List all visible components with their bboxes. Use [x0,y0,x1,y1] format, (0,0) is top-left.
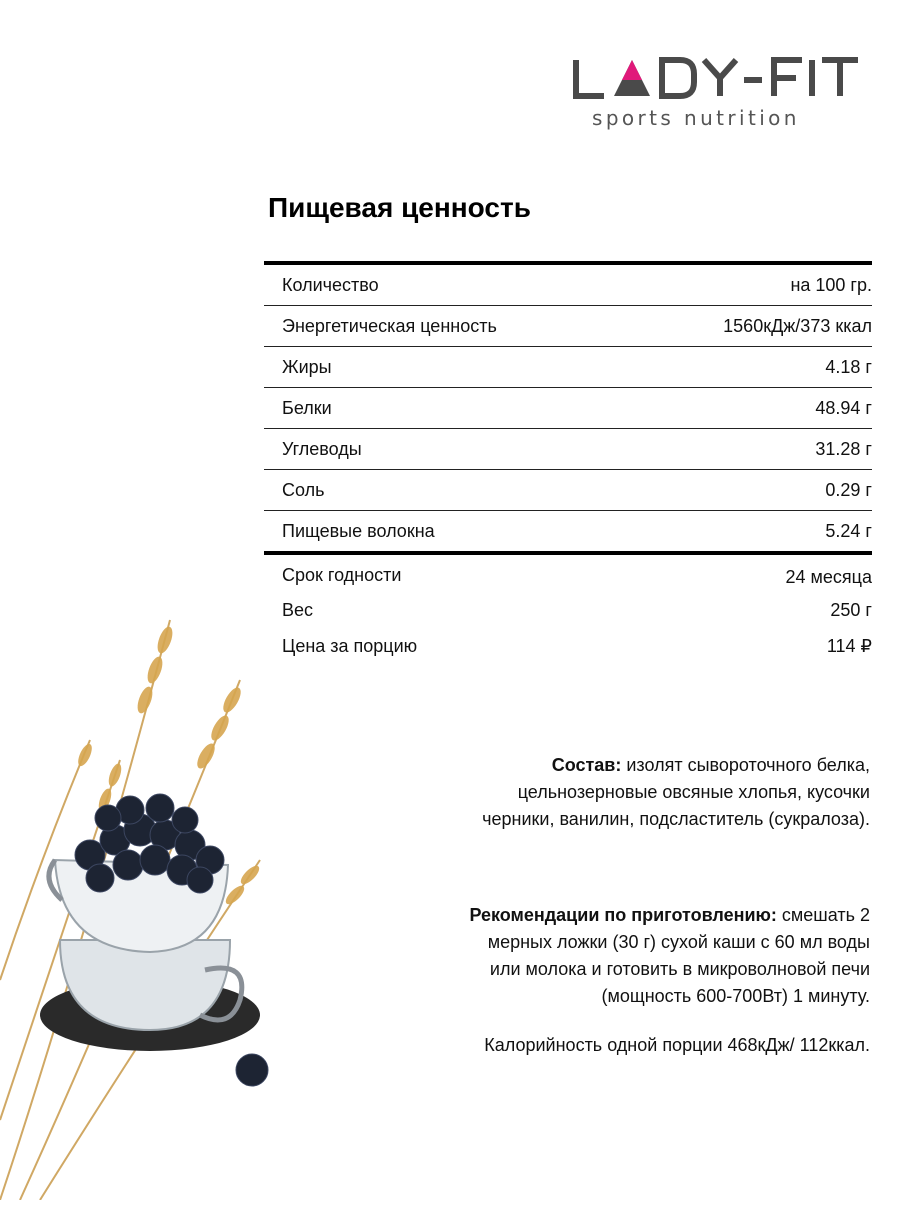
row-label: Углеводы [282,438,362,459]
nutrition-table [264,261,872,555]
row-label: Срок годности [282,565,402,585]
composition-line: цельнозерновые овсяные хлопья, кусочки [517,782,870,802]
row-value: 250 г [830,600,872,620]
recommendation-line: смешать 2 [781,905,870,925]
row-label: Жиры [282,356,332,377]
row-label: Цена за порцию [282,636,418,656]
row-label: Белки [282,397,332,418]
row-value: 0.29 г [825,479,872,500]
row-value: 114 ₽ [826,636,872,656]
row-label: Энергетическая ценность [282,315,497,336]
row-value: 31.28 г [815,438,872,459]
composition-label: Состав: [551,755,622,775]
calories-note: Калорийность одной порции 468кДж/ 112ккал. [484,1035,870,1055]
lady-fit-logo-icon [570,56,870,106]
table-row [264,306,872,347]
page-title: Пищевая ценность [268,192,531,223]
recommendation-line: или молока и готовить в микроволновой печи [489,959,870,979]
row-value: 48.94 г [815,397,872,418]
table-row [264,429,872,470]
row-value: 1560кДж/373 ккал [723,315,872,336]
row-label: Вес [282,600,314,620]
wheat-icon [0,560,300,1200]
composition-text [482,752,870,833]
row-label: Количество [282,274,379,295]
wheat-blueberry-illustration [0,560,300,1200]
table-row [264,511,872,551]
row-value: 24 месяца [785,567,872,587]
table-row [264,388,872,429]
table-row [264,347,872,388]
row-value: на 100 гр. [790,274,872,295]
row-value: 4.18 г [825,356,872,377]
row-value: 5.24 г [825,520,872,541]
shelf-life-row [282,565,872,588]
row-label: Соль [282,479,325,500]
composition-line: изолят сывороточного белка, [626,755,870,775]
table-row [264,265,872,306]
table-row [264,470,872,511]
composition-line: черники, ванилин, подсластитель (сукралоза). [482,809,870,829]
recommendation-label: Рекомендации по приготовлению: [469,905,777,925]
recommendation-line: (мощность 600-700Вт) 1 минуту. [601,986,870,1006]
row-label: Пищевые волокна [282,520,435,541]
recommendation-text [469,902,870,1010]
brand-tagline: sports nutrition [592,106,800,130]
price-row [282,636,872,657]
recommendation-line: мерных ложки (30 г) сухой каши с 60 мл воды [487,932,870,952]
weight-row [282,600,872,621]
